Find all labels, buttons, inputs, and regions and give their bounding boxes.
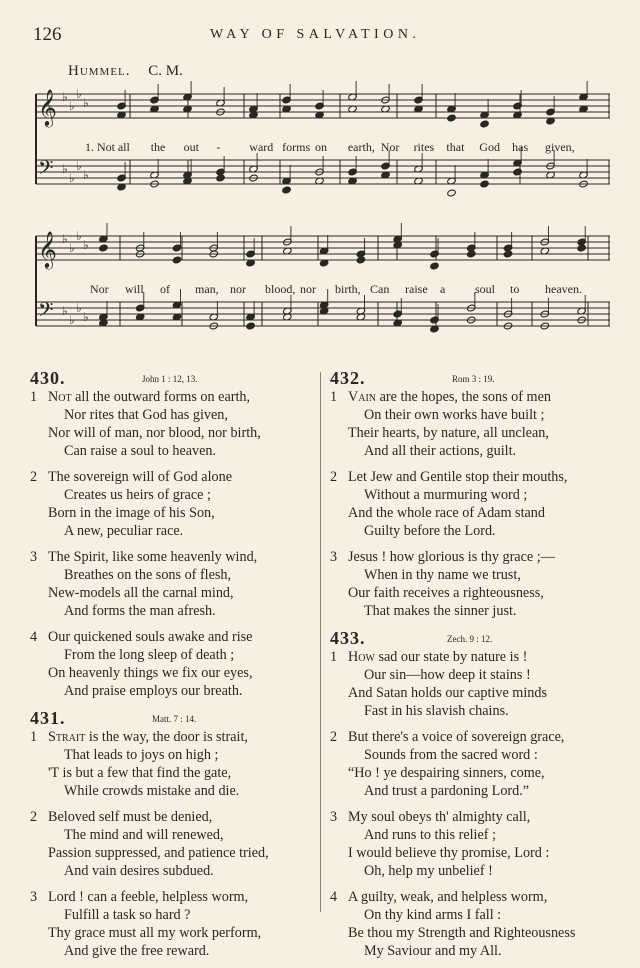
verse — [330, 728, 610, 800]
lyric-syllable: Nor — [90, 282, 109, 296]
hymn-number: 432. — [330, 368, 366, 388]
verse-line: Fast in his slavish chains. — [364, 703, 509, 719]
verse-number: 4 — [30, 629, 38, 645]
treble-clef: 𝄞 — [38, 88, 57, 126]
tune-name: Hummel. — [68, 63, 131, 79]
verse-line: On thy kind arms I fall : — [364, 907, 502, 923]
tune-meter: C. M. — [148, 63, 183, 79]
note-head — [216, 174, 225, 182]
verse-number: 2 — [30, 809, 38, 825]
verse-line: Breathes on the sons of flesh, — [64, 567, 232, 583]
note-head — [99, 244, 108, 252]
verse-line: The Spirit, like some heavenly wind, — [48, 549, 258, 565]
verse-line: Nor rites that God has given, — [64, 407, 228, 423]
note-head — [503, 250, 512, 258]
verse-line: Creates us heirs of grace ; — [64, 487, 211, 503]
lyric-syllable: earth, — [347, 140, 375, 154]
lyric-syllable: Can — [370, 282, 390, 296]
verse-line: On their own works have built ; — [364, 407, 545, 423]
verse-line: That leads to joys on high ; — [64, 747, 219, 763]
note-head — [480, 180, 489, 188]
verse-line: And the whole race of Adam stand — [348, 505, 545, 521]
verse-line: Let Jew and Gentile stop their mouths, — [348, 469, 568, 485]
flat-sign: ♭ — [83, 96, 89, 110]
verse-line: “Ho ! ye despairing sinners, come, — [348, 765, 545, 781]
verse-line: And vain desires subdued. — [64, 863, 214, 879]
hymn-verses — [330, 648, 610, 960]
bass-clef: 𝄢 — [38, 298, 54, 326]
flat-sign: ♭ — [62, 232, 68, 246]
note-head — [172, 256, 181, 264]
verse-line: Without a murmuring word ; — [364, 487, 528, 503]
lyric-syllable: of — [160, 282, 170, 296]
verse-line: 'T is but a few that find the gate, — [48, 765, 232, 781]
lyric-syllable: ward — [249, 140, 274, 154]
verse-line: Thy grace must all my work perform, — [48, 925, 262, 941]
lyric-syllable: soul — [475, 282, 496, 296]
flat-sign: ♭ — [76, 229, 82, 243]
scripture-reference: Rom 3 : 19. — [452, 374, 495, 384]
lyric-syllable: out — [183, 140, 199, 154]
verse-line: My Saviour and my All. — [364, 943, 502, 959]
verse-line: And praise employs our breath. — [64, 683, 243, 699]
flat-sign: ♭ — [69, 241, 75, 255]
clefs — [38, 87, 89, 327]
flat-sign: ♭ — [83, 168, 89, 182]
hymn-432 — [330, 368, 610, 620]
verse-line: From the long sleep of death ; — [64, 647, 235, 663]
lyric-syllable: has — [512, 140, 529, 154]
verse-line: A new, peculiar race. — [64, 523, 184, 539]
lyric-syllable: on — [315, 140, 327, 154]
running-title: WAY OF SALVATION. — [210, 27, 421, 42]
lyric-syllable: man, — [195, 282, 219, 296]
scripture-reference: John 1 : 12, 13. — [142, 374, 198, 384]
verse-line: Strait is the way, the door is strait, — [48, 729, 248, 745]
verse — [30, 468, 310, 540]
verse-line: New-models all the carnal mind, — [48, 585, 234, 601]
verse-line: Our faith receives a righteousness, — [348, 585, 544, 601]
verse-line: Guilty before the Lord. — [364, 523, 496, 539]
note-head — [356, 256, 365, 264]
note-head — [467, 250, 476, 258]
verse — [30, 808, 310, 880]
lyric-syllable: raise — [405, 282, 428, 296]
lyric-syllable: the — [150, 140, 166, 154]
hymn-431 — [30, 708, 310, 960]
note-head — [513, 168, 522, 176]
verse-line: And forms the man afresh. — [64, 603, 216, 619]
hymn-verses — [30, 728, 310, 960]
lyric-syllable: heaven. — [545, 282, 582, 296]
verse-line: Vain are the hopes, the sons of men — [348, 389, 551, 405]
verse-line: The mind and will renewed, — [64, 827, 224, 843]
barlines — [36, 94, 609, 326]
scripture-reference: Matt. 7 : 14. — [152, 714, 197, 724]
note-head — [480, 120, 489, 128]
verse — [30, 628, 310, 700]
verse-line: Lord ! can a feeble, helpless worm, — [48, 889, 249, 905]
note-head — [447, 189, 456, 197]
lyric-syllable: birth, — [335, 282, 361, 296]
verse-line: Born in the image of his Son, — [48, 505, 215, 521]
verse-line: And give the free reward. — [64, 943, 210, 959]
verse-number: 3 — [330, 809, 338, 825]
verse-number: 1 — [330, 389, 338, 405]
verse — [30, 388, 310, 460]
verse-number: 4 — [330, 889, 338, 905]
verse-line: Oh, help my unbelief ! — [364, 863, 493, 879]
bass-clef: 𝄢 — [38, 156, 54, 184]
hymn-verses — [30, 388, 310, 700]
verse-line: And all their actions, guilt. — [364, 443, 517, 459]
verse-line: How sad our state by nature is ! — [348, 649, 528, 665]
flat-sign: ♭ — [76, 87, 82, 101]
verse-number: 3 — [30, 889, 38, 905]
hymn-heading — [30, 368, 310, 388]
hymn-433 — [330, 628, 610, 960]
lyric-syllable: Nor — [380, 140, 400, 154]
verse-line: On heavenly things we fix our eyes, — [48, 665, 253, 681]
lyric-syllable: to — [510, 282, 520, 296]
lyric-syllable: 1. Not — [85, 140, 115, 154]
verse-line: And runs to this relief ; — [364, 827, 497, 843]
hymn-verses — [330, 388, 610, 620]
lyric-syllable: blood, — [265, 282, 296, 296]
verse-line: Their hearts, by nature, all unclean, — [348, 425, 549, 441]
verse-line: Be thou my Strength and Righteousness — [348, 925, 576, 941]
verse-line: A guilty, weak, and helpless worm, — [348, 889, 548, 905]
verse-line: My soul obeys th' almighty call, — [348, 809, 531, 825]
verse — [330, 468, 610, 540]
lyric-syllable: forms — [282, 140, 311, 154]
verse — [30, 548, 310, 620]
flat-sign: ♭ — [83, 238, 89, 252]
note-head — [430, 262, 439, 270]
verse-line: Our sin—how deep it stains ! — [364, 667, 531, 683]
verse-line: When in thy name we trust, — [364, 567, 521, 583]
flat-sign: ♭ — [69, 313, 75, 327]
verse-line: Fulfill a task so hard ? — [64, 907, 191, 923]
note-head — [447, 114, 456, 122]
verse-line: And Satan holds our captive minds — [348, 685, 547, 701]
verse-line: Nor will of man, nor blood, nor birth, — [48, 425, 261, 441]
verse-line: While crowds mistake and die. — [64, 783, 240, 799]
verse-number: 2 — [330, 729, 338, 745]
lyric-syllable: nor — [300, 282, 316, 296]
lyric-syllable: will — [125, 282, 144, 296]
flat-sign: ♭ — [69, 99, 75, 113]
lyric-syllable: all — [117, 140, 130, 154]
lyric-syllable: a — [440, 282, 446, 296]
verse-line: I would believe thy promise, Lord : — [348, 845, 550, 861]
hymn-number: 433. — [330, 628, 366, 648]
verse — [330, 388, 610, 460]
page-number: 126 — [33, 24, 62, 45]
hymn-number: 430. — [30, 368, 66, 388]
verse-number: 3 — [30, 549, 38, 565]
staves — [36, 94, 610, 326]
verse-line: Not all the outward forms on earth, — [48, 389, 251, 405]
verse-number: 1 — [330, 649, 338, 665]
verse — [330, 888, 610, 960]
verse-number: 2 — [330, 469, 338, 485]
verse-line: But there's a voice of sovereign grace, — [348, 729, 565, 745]
music-score — [0, 0, 640, 360]
verse — [330, 808, 610, 880]
lyric-syllable: God — [479, 140, 500, 154]
left-column — [30, 368, 310, 968]
hymn-number: 431. — [30, 708, 66, 728]
verse — [330, 548, 610, 620]
verse-number: 1 — [30, 389, 38, 405]
flat-sign: ♭ — [62, 90, 68, 104]
hymn-heading — [30, 708, 310, 728]
verse-number: 1 — [30, 729, 38, 745]
verse-line: Sounds from the sacred word : — [364, 747, 538, 763]
verse-line: And trust a pardoning Lord.” — [364, 783, 530, 799]
verse-line: The sovereign will of God alone — [48, 469, 232, 485]
verse-line: Our quickened souls awake and rise — [48, 629, 253, 645]
lyric-syllable: given, — [545, 140, 575, 154]
verse-line: Can raise a soul to heaven. — [64, 443, 217, 459]
hymn-430 — [30, 368, 310, 700]
verse — [30, 888, 310, 960]
flat-sign: ♭ — [83, 310, 89, 324]
lyric-syllable: that — [446, 140, 465, 154]
verse-line: Jesus ! how glorious is thy grace ;— — [348, 549, 555, 565]
flat-sign: ♭ — [62, 162, 68, 176]
note-head — [577, 244, 586, 252]
flat-sign: ♭ — [69, 171, 75, 185]
lyric-syllable: - — [216, 140, 221, 154]
scripture-reference: Zech. 9 : 12. — [447, 634, 493, 644]
verse — [330, 648, 610, 720]
verse-number: 2 — [30, 469, 38, 485]
right-column — [330, 368, 610, 968]
note-head — [282, 186, 291, 194]
verse — [30, 728, 310, 800]
hymn-heading — [330, 628, 610, 648]
flat-sign: ♭ — [62, 304, 68, 318]
verse-number: 3 — [330, 549, 338, 565]
hymn-heading — [330, 368, 610, 388]
flat-sign: ♭ — [76, 159, 82, 173]
lyric-syllable: rites — [413, 140, 435, 154]
note-head — [246, 322, 255, 330]
treble-clef: 𝄞 — [38, 230, 57, 268]
column-divider — [320, 372, 321, 912]
verse-line: That makes the sinner just. — [364, 603, 517, 619]
verse-line: Beloved self must be denied, — [48, 809, 213, 825]
verse-line: Passion suppressed, and patience tried, — [48, 845, 269, 861]
lyric-syllable: nor — [230, 282, 246, 296]
flat-sign: ♭ — [76, 301, 82, 315]
